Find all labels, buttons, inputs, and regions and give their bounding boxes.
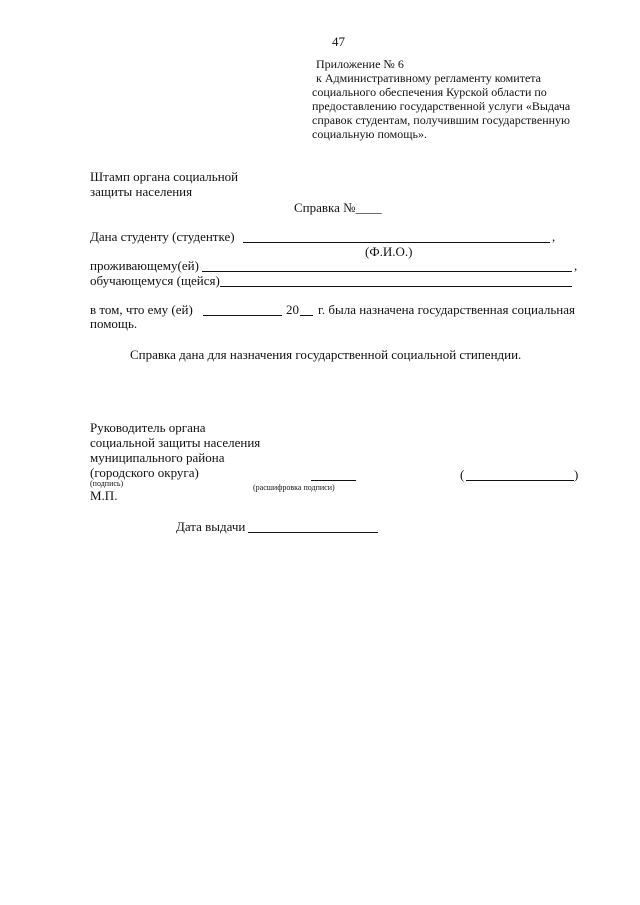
statement-part2: г. была назначена государственная социальная (318, 302, 575, 317)
purpose-text: Справка дана для назначения государственной социальной стипендии. (130, 347, 522, 362)
comma: , (552, 229, 556, 244)
issue-date-field[interactable] (248, 532, 378, 533)
statement-continuation: помощь. (90, 316, 138, 331)
year-prefix: 20 (286, 302, 299, 317)
page-number: 47 (332, 34, 345, 49)
fio-caption: (Ф.И.О.) (365, 244, 413, 259)
name-decoding-field[interactable] (466, 480, 574, 481)
certificate-title: Справка №____ (294, 200, 382, 215)
head-label: Руководитель органа социальной защиты населения муниципального района (городского округа) (90, 420, 261, 480)
fio-field[interactable] (243, 242, 550, 243)
seal-label: М.П. (90, 488, 118, 503)
signature-line[interactable] (311, 480, 356, 481)
issued-to-label: Дана студенту (студентке) (90, 229, 235, 244)
residence-field[interactable] (202, 271, 572, 272)
residing-label: проживающему(ей) (90, 258, 199, 273)
issue-date-label: Дата выдачи (176, 519, 246, 534)
appendix-block (312, 57, 612, 141)
date-field[interactable] (203, 315, 282, 316)
study-place-field[interactable] (220, 286, 572, 287)
statement-part1: в том, что ему (ей) (90, 302, 193, 317)
signature-caption: (подпись) (90, 479, 124, 488)
appendix-line: социального обеспечения Курской области по (312, 85, 547, 99)
appendix-line: к Административному регламенту комитета (316, 71, 541, 85)
stamp-label: Штамп органа социальной защиты населения (90, 169, 239, 199)
studying-label: обучающемуся (щейся) (90, 273, 220, 288)
appendix-line: справок студентам, получившим государственную (312, 113, 571, 127)
paren-open: ( (460, 467, 465, 482)
appendix-line: предоставлению государственной услуги «Выдача (312, 99, 571, 113)
appendix-title: Приложение № 6 (316, 57, 404, 71)
paren-close: ) (574, 467, 579, 482)
year-field[interactable] (300, 315, 313, 316)
decoding-caption: (расшифровка подписи) (253, 483, 335, 492)
appendix-line: социальную помощь». (312, 127, 427, 141)
comma: , (574, 258, 578, 273)
